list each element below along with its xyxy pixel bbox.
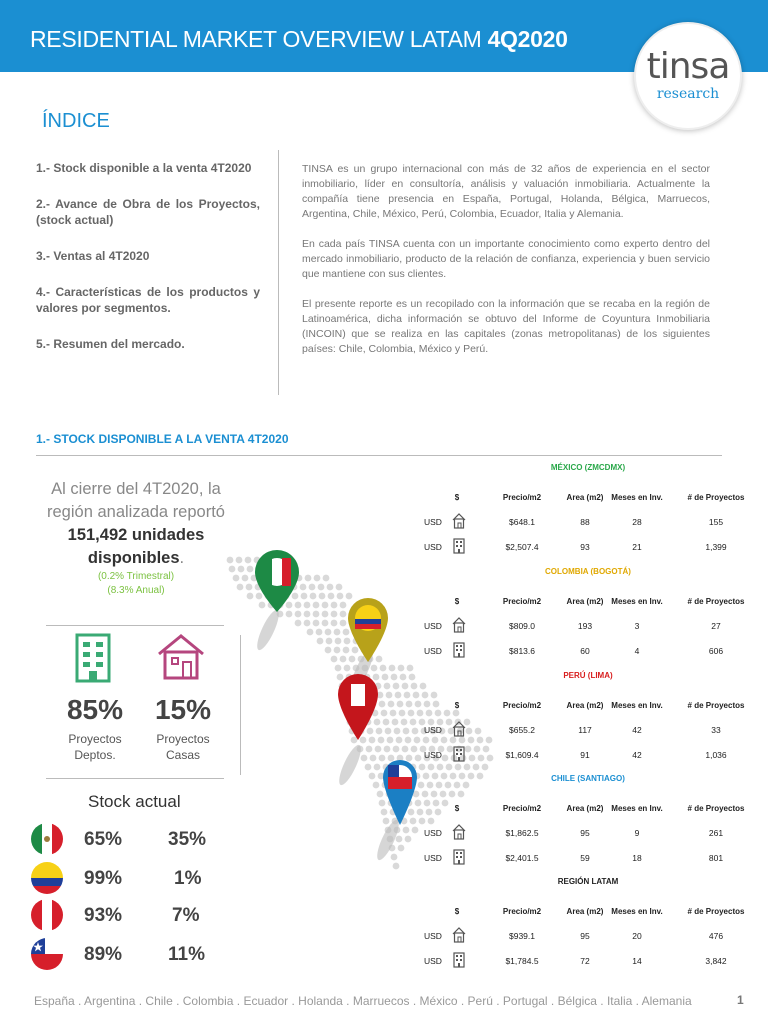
table-cell: 95 — [580, 828, 590, 838]
annual-change: (8.3% Anual) — [107, 585, 165, 596]
table-cell: $1,784.5 — [505, 956, 539, 966]
mexico-casas-share: 35% — [168, 829, 207, 850]
currency-label: USD — [424, 542, 442, 552]
table-header: Meses en Inv. — [611, 907, 663, 916]
table-header: $ — [454, 701, 460, 710]
summary-available: disponibles — [87, 549, 180, 567]
table-header: Precio/m2 — [502, 701, 542, 710]
table-cell: 59 — [580, 853, 590, 863]
table-header: Area (m2) — [566, 804, 604, 813]
deptos-label: Proyectos Deptos. — [68, 732, 122, 762]
table-cell: 155 — [708, 517, 724, 527]
table-header: # de Proyectos — [687, 804, 745, 813]
intro-paragraph: En cada país TINSA cuenta con un importante conocimiento como experto dentro del mercado inmobiliario, producto de la relación de confianza, experiencia y buen servicio que mantiene con sus clientes. — [302, 238, 710, 280]
column-divider — [278, 150, 279, 395]
summary-line: Al cierre del 4T2020, la — [51, 480, 221, 498]
house-icon — [452, 617, 466, 633]
page-number: 1 — [737, 993, 744, 1007]
currency-label: USD — [424, 750, 442, 760]
table-cell: 33 — [711, 725, 721, 735]
table-title: PERÚ (LIMA) — [563, 671, 613, 680]
currency-label: USD — [424, 725, 442, 735]
table-header: Meses en Inv. — [611, 701, 663, 710]
table-cell: 88 — [580, 517, 590, 527]
summary-units: 151,492 unidades — [67, 526, 205, 544]
table-header: Precio/m2 — [502, 597, 542, 606]
index-item[interactable]: 4.- Características de los productos y valores por segmentos. — [36, 285, 260, 315]
index-item[interactable]: 2.- Avance de Obra de los Proyectos, (stock actual) — [36, 197, 260, 227]
summary-divider — [46, 625, 224, 626]
table-header: $ — [454, 493, 460, 502]
indice-title: ÍNDICE — [42, 110, 110, 132]
table-header: # de Proyectos — [687, 493, 745, 502]
logo-subtitle: research — [656, 86, 720, 102]
footer-countries: España . Argentina . Chile . Colombia . Ecuador . Holanda . Marruecos . México . Perú . Portugal . Bélgica . Italia . Alemania — [34, 994, 692, 1008]
table-header: Area (m2) — [566, 907, 604, 916]
table-cell: 1,036 — [705, 750, 727, 760]
table-header: $ — [454, 597, 460, 606]
currency-label: USD — [424, 646, 442, 656]
house-icon — [452, 721, 466, 737]
peru-casas-share: 7% — [172, 905, 200, 926]
index-list — [36, 160, 260, 372]
table-cell: 606 — [708, 646, 724, 656]
currency-label: USD — [424, 828, 442, 838]
table-cell: $939.1 — [509, 931, 535, 941]
colombia-deptos-share: 99% — [84, 868, 123, 889]
table-cell: 60 — [580, 646, 590, 656]
table-cell: $1,609.4 — [505, 750, 539, 760]
table-header: # de Proyectos — [687, 701, 745, 710]
table-header: $ — [454, 907, 460, 916]
table-cell: $2,401.5 — [505, 853, 539, 863]
table-cell: $2,507.4 — [505, 542, 539, 552]
building-icon — [452, 952, 466, 968]
index-item[interactable]: 3.- Ventas al 4T2020 — [36, 249, 150, 263]
table-cell: 42 — [632, 725, 642, 735]
table-cell: 91 — [580, 750, 590, 760]
intro-paragraph: TINSA es un grupo internacional con más de 32 años de experiencia en el sector inmobiliario, líder en consultoría, análisis y valuación inmobiliaria. Actualmente la compañía tiene presencia en España, Portugal, Holanda, Bélgica, Marruecos, Argentina, Chile, México, Perú, Colombia, Ecuador, Italia y Alemania. — [302, 163, 710, 220]
table-header: Area (m2) — [566, 493, 604, 502]
intro-text — [302, 162, 710, 372]
table-header: Precio/m2 — [502, 804, 542, 813]
building-icon — [452, 746, 466, 762]
colombia-flag-icon — [31, 862, 63, 894]
tinsa-logo — [634, 22, 742, 130]
table-cell: $1,862.5 — [505, 828, 539, 838]
chile-deptos-share: 89% — [84, 944, 123, 965]
table-cell: 261 — [708, 828, 724, 838]
table-cell: 1,399 — [705, 542, 727, 552]
table-cell: 93 — [580, 542, 590, 552]
logo-name: tinsa — [646, 46, 730, 87]
building-icon — [74, 632, 112, 684]
house-icon — [156, 632, 206, 682]
table-cell: 3 — [634, 621, 640, 631]
summary-line: región analizada reportó — [47, 503, 225, 521]
currency-label: USD — [424, 621, 442, 631]
index-item[interactable]: 1.- Stock disponible a la venta 4T2020 — [36, 161, 252, 175]
table-cell: 72 — [580, 956, 590, 966]
deptos-percentage: 85% — [66, 694, 124, 725]
index-item[interactable]: 5.- Resumen del mercado. — [36, 337, 185, 351]
intro-paragraph: El presente reporte es un recopilado con la información que se recaba en la región de Latinoamérica, dicha información se obtuvo del Informe de Coyuntura Inmobiliaria (INCOIN) que se realiza en las capitales (zonas metropolitanas) de los siguientes países: Chile, Colombia, México y Perú. — [302, 298, 710, 355]
document-title: RESIDENTIAL MARKET OVERVIEW LATAM 4Q2020 — [30, 26, 568, 52]
table-header: Area (m2) — [566, 597, 604, 606]
table-header: Precio/m2 — [502, 907, 542, 916]
currency-label: USD — [424, 517, 442, 527]
table-cell: 3,842 — [705, 956, 727, 966]
table-cell: 193 — [577, 621, 593, 631]
table-cell: 801 — [708, 853, 724, 863]
table-cell: 27 — [711, 621, 721, 631]
table-title: MÉXICO (ZMCDMX) — [550, 463, 626, 472]
table-header: Area (m2) — [566, 701, 604, 710]
chile-casas-share: 11% — [168, 944, 205, 965]
table-cell: $648.1 — [509, 517, 535, 527]
quarterly-change: (0.2% Trimestral) — [97, 571, 175, 582]
table-cell: 18 — [632, 853, 642, 863]
table-cell: 476 — [708, 931, 724, 941]
currency-label: USD — [424, 931, 442, 941]
table-header: Meses en Inv. — [611, 804, 663, 813]
table-cell: 4 — [634, 646, 640, 656]
table-cell: 95 — [580, 931, 590, 941]
building-icon — [452, 538, 466, 554]
table-title: COLOMBIA (BOGOTÁ) — [545, 567, 631, 576]
table-cell: 117 — [578, 725, 592, 735]
house-icon — [452, 513, 466, 529]
mexico-flag-icon — [31, 823, 63, 855]
table-title: REGIÓN LATAM — [557, 877, 619, 886]
table-header: Meses en Inv. — [611, 597, 663, 606]
table-title: CHILE (SANTIAGO) — [551, 774, 625, 783]
table-header: $ — [454, 804, 460, 813]
building-icon — [452, 642, 466, 658]
casas-label: Proyectos Casas — [156, 732, 210, 762]
chile-flag-icon — [31, 938, 63, 970]
table-header: Precio/m2 — [502, 493, 542, 502]
table-cell: 9 — [634, 828, 640, 838]
table-cell: 20 — [632, 931, 642, 941]
peru-deptos-share: 93% — [84, 905, 123, 926]
stock-divider — [46, 778, 224, 779]
table-cell: $813.6 — [509, 646, 535, 656]
table-header: Meses en Inv. — [611, 493, 663, 502]
stock-summary: Al cierre del 4T2020, la región analizada reportó 151,492 unidades disponibles. (0.2% Trimestral) (8.3% Anual) — [36, 478, 236, 598]
table-cell: 42 — [632, 750, 642, 760]
table-header: # de Proyectos — [687, 597, 745, 606]
section-title: 1.- STOCK DISPONIBLE A LA VENTA 4T2020 — [36, 432, 289, 446]
currency-label: USD — [424, 853, 442, 863]
table-header: # de Proyectos — [687, 907, 745, 916]
table-cell: $809.0 — [509, 621, 535, 631]
mexico-deptos-share: 65% — [84, 829, 123, 850]
casas-percentage: 15% — [154, 694, 212, 725]
house-icon — [452, 824, 466, 840]
section-divider — [36, 455, 722, 456]
table-cell: 28 — [632, 517, 642, 527]
table-cell: $655.2 — [509, 725, 535, 735]
peru-flag-icon — [31, 899, 63, 931]
house-icon — [452, 927, 466, 943]
table-cell: 21 — [632, 542, 642, 552]
building-icon — [452, 849, 466, 865]
currency-label: USD — [424, 956, 442, 966]
colombia-casas-share: 1% — [174, 868, 202, 889]
table-cell: 14 — [632, 956, 642, 966]
stock-actual-title: Stock actual — [88, 792, 181, 811]
